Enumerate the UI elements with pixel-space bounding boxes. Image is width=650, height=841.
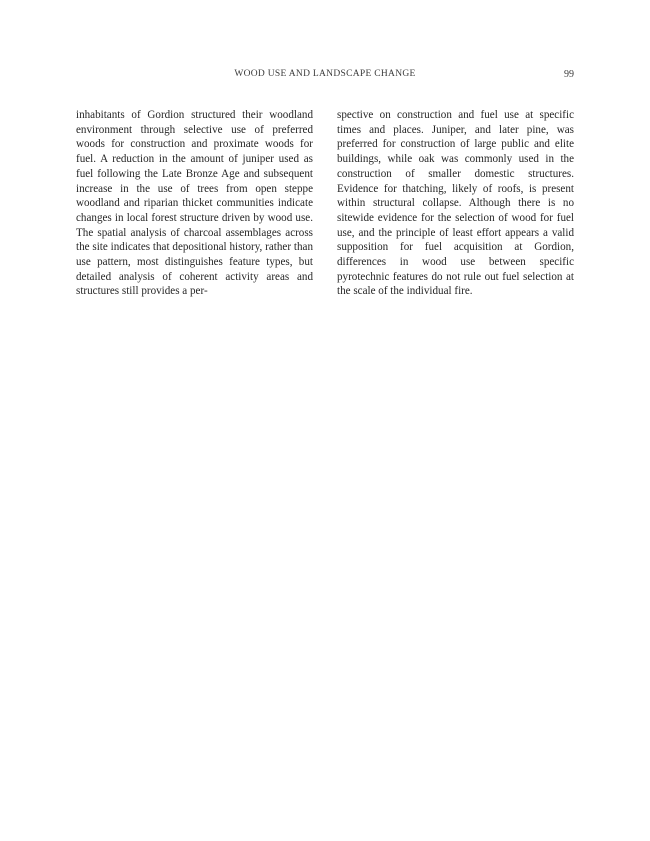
paragraph-left: inhabitants of Gordion structured their woodland environment through selective use of preferred woods for construction and proximate woods for fuel. A reduction in the amount of juniper used as fuel following the Late Bronze Age and subsequent increase in the use of trees from open steppe woodland and riparian thicket communities indicate changes in local forest structure driven by wood use. The spatial analysis of charcoal assemblages across the site indicates that depositional history, rather than use pattern, most distinguishes feature types, but detailed analysis of coherent activity areas and structures still provides a per-	[76, 109, 313, 298]
text-column-left	[76, 108, 313, 299]
body-text	[76, 108, 574, 299]
running-title: WOOD USE AND LANDSCAPE CHANGE	[234, 69, 416, 79]
text-column-right	[337, 108, 574, 299]
running-head	[76, 69, 574, 83]
page-number: 99	[564, 69, 574, 80]
paragraph-right: spective on construction and fuel use at specific times and places. Juniper, and later pine, was preferred for construction of large public and elite buildings, while oak was commonly used in the construction of smaller domestic structures. Evidence for thatching, likely of roofs, is present within structural collapse. Although there is no sitewide evidence for the selection of wood for fuel use, and the principle of least effort appears a valid supposition for fuel acquisition at Gordion, differences in wood use between specific pyrotechnic features do not rule out fuel selection at the scale of the individual fire.	[337, 109, 574, 298]
